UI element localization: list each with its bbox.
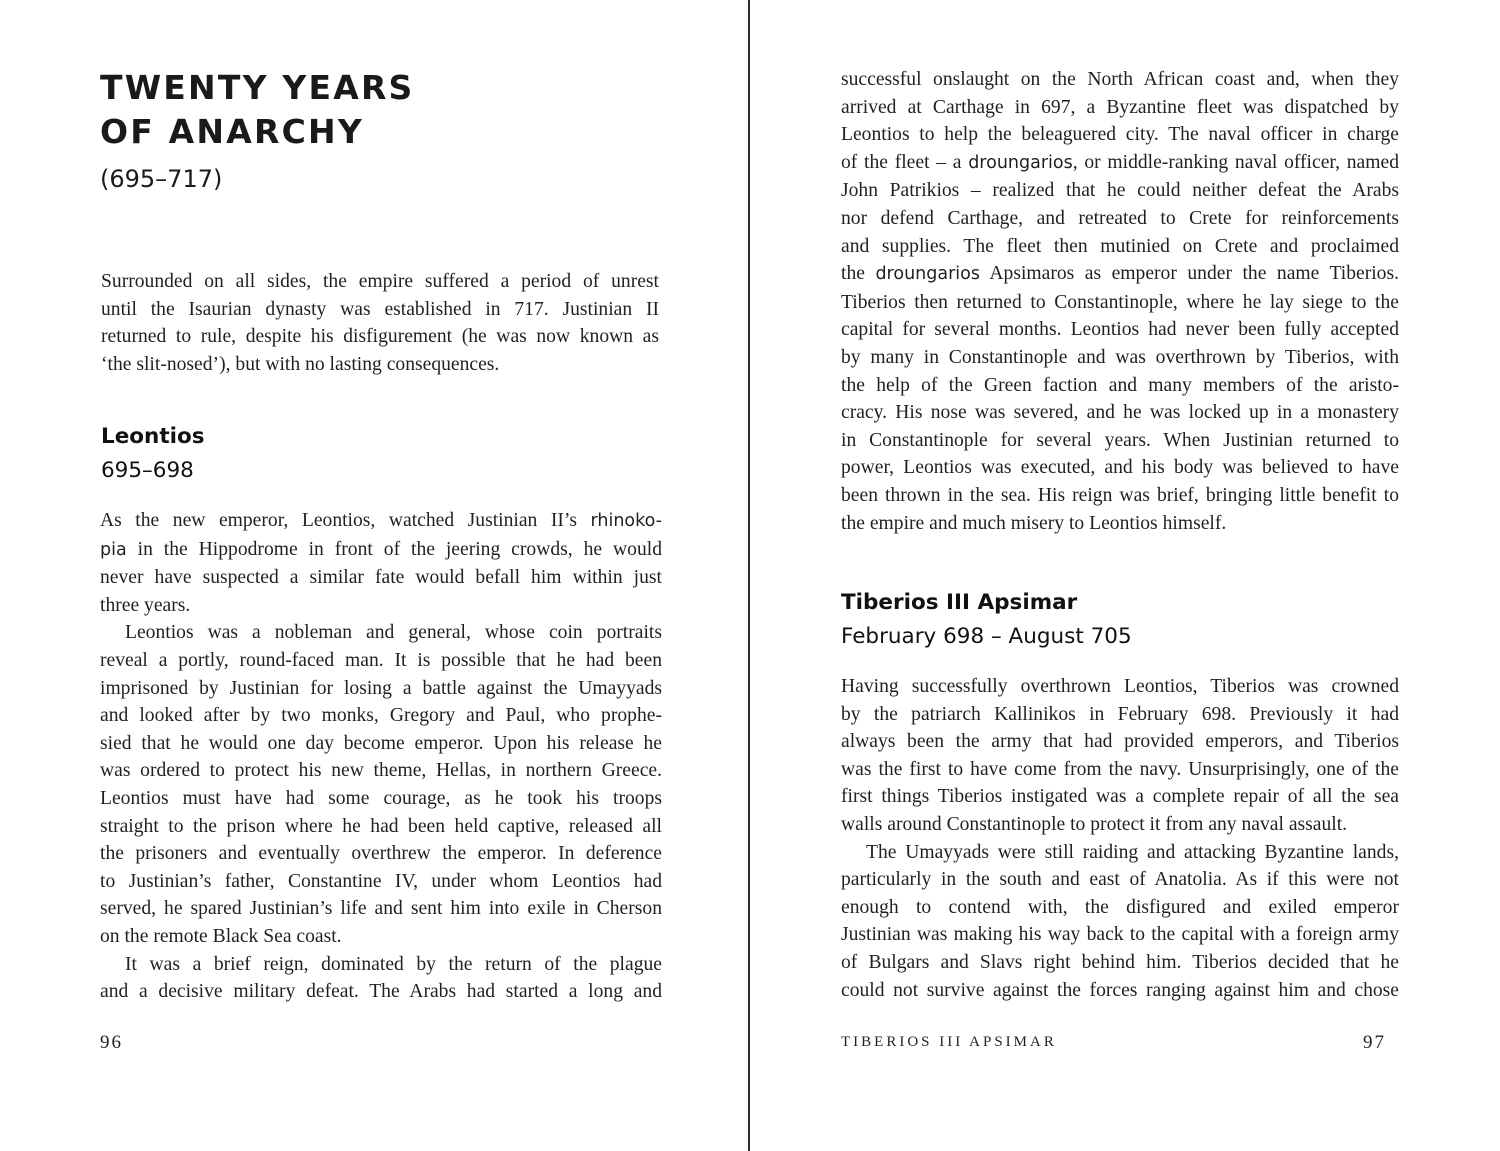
text-line: [841, 149, 1399, 178]
text-fragment: the: [841, 263, 876, 285]
chapter-title-line: OF ANARCHY: [100, 112, 364, 151]
text-line: [100, 507, 662, 536]
text-line: been thrown in the sea. His reign was brief, bringing little benefit to: [841, 484, 1399, 506]
greek-term: pia: [100, 539, 127, 560]
text-line: and supplies. The fleet then mutinied on Crete and proclaimed: [841, 235, 1399, 257]
text-fragment: Apsimaros as emperor under the name Tiberios.: [979, 263, 1399, 285]
text-line: sied that he would one day become emperor. Upon his release he: [100, 732, 662, 754]
text-line: by the patriarch Kallinikos in February 698. Previously it had: [841, 703, 1399, 725]
text-line: Tiberios then returned to Constantinople, where he lay siege to the: [841, 291, 1399, 313]
section-dates-leontios: 695–698: [101, 458, 194, 483]
text-line: Leontios must have had some courage, as he took his troops: [100, 787, 662, 809]
greek-term: droungarios: [875, 264, 980, 285]
text-line: imprisoned by Justinian for losing a battle against the Umayyads: [100, 677, 662, 699]
chapter-title: [100, 66, 660, 154]
section-heading-leontios: Leontios: [101, 424, 205, 449]
text-line: Justinian was making his way back to the capital with a foreign army: [841, 924, 1399, 946]
text-line: nor defend Carthage, and retreated to Crete for reinforcements: [841, 207, 1399, 229]
text-line: the prisoners and eventually overthrew the emperor. In deference: [100, 843, 662, 865]
text-line: three years.: [100, 594, 191, 616]
text-line: particularly in the south and east of Anatolia. As if this were not: [841, 869, 1399, 891]
text-line: and a decisive military defeat. The Arabs had started a long and: [100, 981, 662, 1003]
text-line: capital for several months. Leontios had never been fully accepted: [841, 319, 1399, 341]
text-line: [100, 951, 662, 979]
text-line: John Patrikios – realized that he could neither defeat the Arabs: [841, 180, 1399, 202]
text-fragment: , or middle-ranking naval officer, named: [1072, 151, 1399, 173]
left-page: [0, 0, 749, 1151]
text-fragment: It was a brief reign, dominated by the return of the plague: [125, 953, 662, 975]
text-line: straight to the prison where he had been held captive, released all: [100, 815, 662, 837]
text-line: walls around Constantinople to protect it from any naval assault.: [841, 813, 1348, 835]
text-line: never have suspected a similar fate would befall him within just: [100, 567, 662, 589]
chapter-title-line: TWENTY YEARS: [100, 68, 415, 107]
text-line: [100, 536, 662, 565]
section-heading-tiberios: Tiberios III Apsimar: [841, 590, 1078, 615]
text-line: could not survive against the forces ranging against him and chose: [841, 979, 1399, 1001]
text-line: the empire and much misery to Leontios himself.: [841, 512, 1227, 534]
text-line: and looked after by two monks, Gregory and Paul, who prophe-: [100, 705, 662, 727]
text-fragment: of the fleet – a: [841, 151, 969, 173]
text-line: [100, 619, 662, 647]
text-line: was the first to have come from the navy. Unsurprisingly, one of the: [841, 758, 1399, 780]
text-line: Having successfully overthrown Leontios, Tiberios was crowned: [841, 676, 1399, 697]
text-line: the help of the Green faction and many members of the aristo-: [841, 374, 1399, 396]
text-line: Leontios to help the beleaguered city. The naval officer in charge: [841, 124, 1399, 146]
text-line: [841, 260, 1399, 289]
text-fragment: in the Hippodrome in front of the jeering crowds, he would: [126, 538, 662, 560]
running-head: TIBERIOS III APSIMAR: [841, 1034, 1057, 1050]
text-line: arrived at Carthage in 697, a Byzantine fleet was dispatched by: [841, 96, 1399, 118]
text-line: Surrounded on all sides, the empire suffered a period of unrest: [101, 271, 659, 292]
text-line: until the Isaurian dynasty was established in 717. Justinian II: [101, 298, 659, 320]
text-line: successful onslaught on the North African coast and, when they: [841, 69, 1399, 90]
chapter-dates: (695–717): [100, 165, 223, 193]
text-line: enough to contend with, the disfigured and exiled emperor: [841, 896, 1399, 918]
text-line: on the remote Black Sea coast.: [100, 925, 342, 947]
text-line: of Bulgars and Slavs right behind him. Tiberios decided that he: [841, 951, 1399, 973]
text-line: first things Tiberios instigated was a complete repair of all the sea: [841, 786, 1399, 808]
tiberios-body: [841, 673, 1399, 1004]
page-number-right: 97: [1363, 1032, 1386, 1053]
leontios-continued-body: [841, 66, 1399, 537]
text-line: by many in Constantinople and was overthrown by Tiberios, with: [841, 346, 1399, 368]
text-line: in Constantinople for several years. When Justinian returned to: [841, 429, 1399, 451]
greek-term: droungarios: [968, 152, 1073, 173]
text-line: [841, 839, 1399, 867]
text-line: cracy. His nose was severed, and he was locked up in a monastery: [841, 402, 1399, 424]
intro-paragraph: [101, 268, 659, 378]
section-dates-tiberios: February 698 – August 705: [841, 624, 1132, 649]
greek-term: rhinoko-: [590, 511, 662, 531]
text-line: ‘the slit-nosed’), but with no lasting consequences.: [101, 353, 500, 375]
leontios-body: [100, 507, 662, 1006]
text-fragment: Leontios was a nobleman and general, whose coin portraits: [125, 622, 662, 644]
text-fragment: The Umayyads were still raiding and attacking Byzantine lands,: [866, 841, 1399, 863]
text-line: was ordered to protect his new theme, Hellas, in northern Greece.: [100, 760, 662, 782]
text-fragment: As the new emperor, Leontios, watched Justinian II’s: [100, 510, 591, 531]
text-line: to Justinian’s father, Constantine IV, under whom Leontios had: [100, 870, 662, 892]
text-line: served, he spared Justinian’s life and sent him into exile in Cherson: [100, 898, 662, 920]
text-line: reveal a portly, round-faced man. It is possible that he had been: [100, 649, 662, 671]
page-number-left: 96: [100, 1032, 123, 1053]
right-page: [751, 0, 1500, 1151]
text-line: returned to rule, despite his disfigurement (he was now known as: [101, 326, 659, 348]
text-line: power, Leontios was executed, and his body was believed to have: [841, 457, 1399, 479]
book-gutter: [748, 0, 750, 1151]
text-line: always been the army that had provided emperors, and Tiberios: [841, 731, 1399, 753]
